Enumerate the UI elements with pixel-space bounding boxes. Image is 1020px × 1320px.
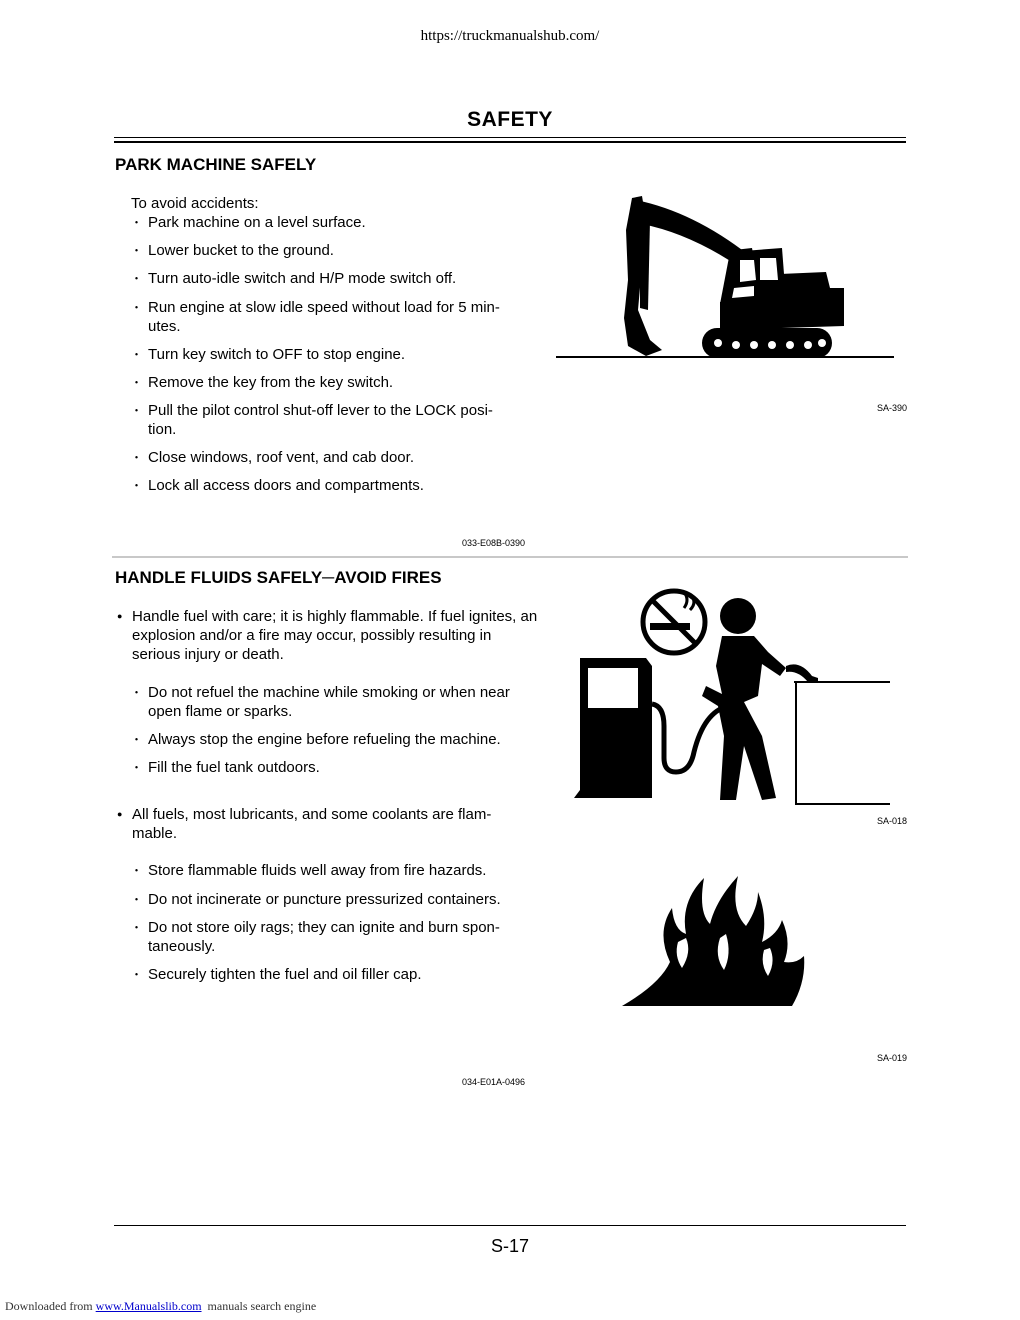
section-heading-park-machine: PARK MACHINE SAFELY [115,155,317,174]
figure-label: SA-018 [877,816,908,826]
list-item: ・ Do not refuel the machine while smoking or when near open flame or sparks. [133,683,538,721]
source-url: https://truckmanualshub.com/ [420,28,600,44]
footer-rule [114,1225,906,1226]
list-item: ・ Always stop the engine before refueling the machine. [133,730,538,749]
page-number: S-17 [490,1236,530,1256]
list-item: ・ Remove the key from the key switch. [133,373,538,392]
list-item: ・ Lower bucket to the ground. [133,241,538,260]
title-rule-thin [114,137,906,138]
figure-label: SA-390 [877,403,908,413]
list-item: ・ Park machine on a level surface. [133,213,538,232]
list-item: ・ Securely tighten the fuel and oil filler cap. [133,965,538,984]
figure-label: SA-019 [877,1053,908,1063]
list-item: ・ Store flammable fluids well away from fire hazards. [133,861,538,880]
download-footer [5,1299,316,1314]
list-item: ・ Turn key switch to OFF to stop engine. [133,345,538,364]
list-item: ・ Lock all access doors and compartments. [133,476,538,495]
bullet-item: ● All fuels, most lubricants, and some coolants are flam-mable. [117,805,524,843]
list-item: ・ Close windows, roof vent, and cab door. [133,448,538,467]
page-title: SAFETY [467,108,553,131]
list-item: ・ Do not store oily rags; they can ignite and burn spon-taneously. [133,918,520,956]
section-code: 034-E01A-0496 [462,1077,526,1087]
section-divider [112,556,908,558]
list-item: ・ Pull the pilot control shut-off lever to the LOCK posi-tion. [133,401,513,439]
no-smoking-refuel-icon [572,586,894,808]
flames-icon [620,872,810,1010]
list-item: ・ Do not incinerate or puncture pressurized containers. [133,890,538,909]
list-item: ・ Run engine at slow idle speed without load for 5 min-utes. [133,298,520,336]
title-rule-thick [114,141,906,143]
list-item: ・ Turn auto-idle switch and H/P mode switch off. [133,269,538,288]
excavator-icon [554,190,896,362]
intro-text: To avoid accidents: [131,195,259,212]
section-heading-handle-fluids: HANDLE FLUIDS SAFELY─AVOID FIRES [115,568,442,587]
section-code: 033-E08B-0390 [462,538,526,548]
bullet-item: ● Handle fuel with care; it is highly flammable. If fuel ignites, an explosion and/or a fire may occur, possibly resulting in serious injury or death. [117,607,542,664]
list-item: ・ Fill the fuel tank outdoors. [133,758,538,777]
manualslib-link[interactable]: www.Manualslib.com [95,1299,202,1313]
footer-prefix: Downloaded from [5,1299,93,1313]
footer-suffix: manuals search engine [207,1299,317,1313]
